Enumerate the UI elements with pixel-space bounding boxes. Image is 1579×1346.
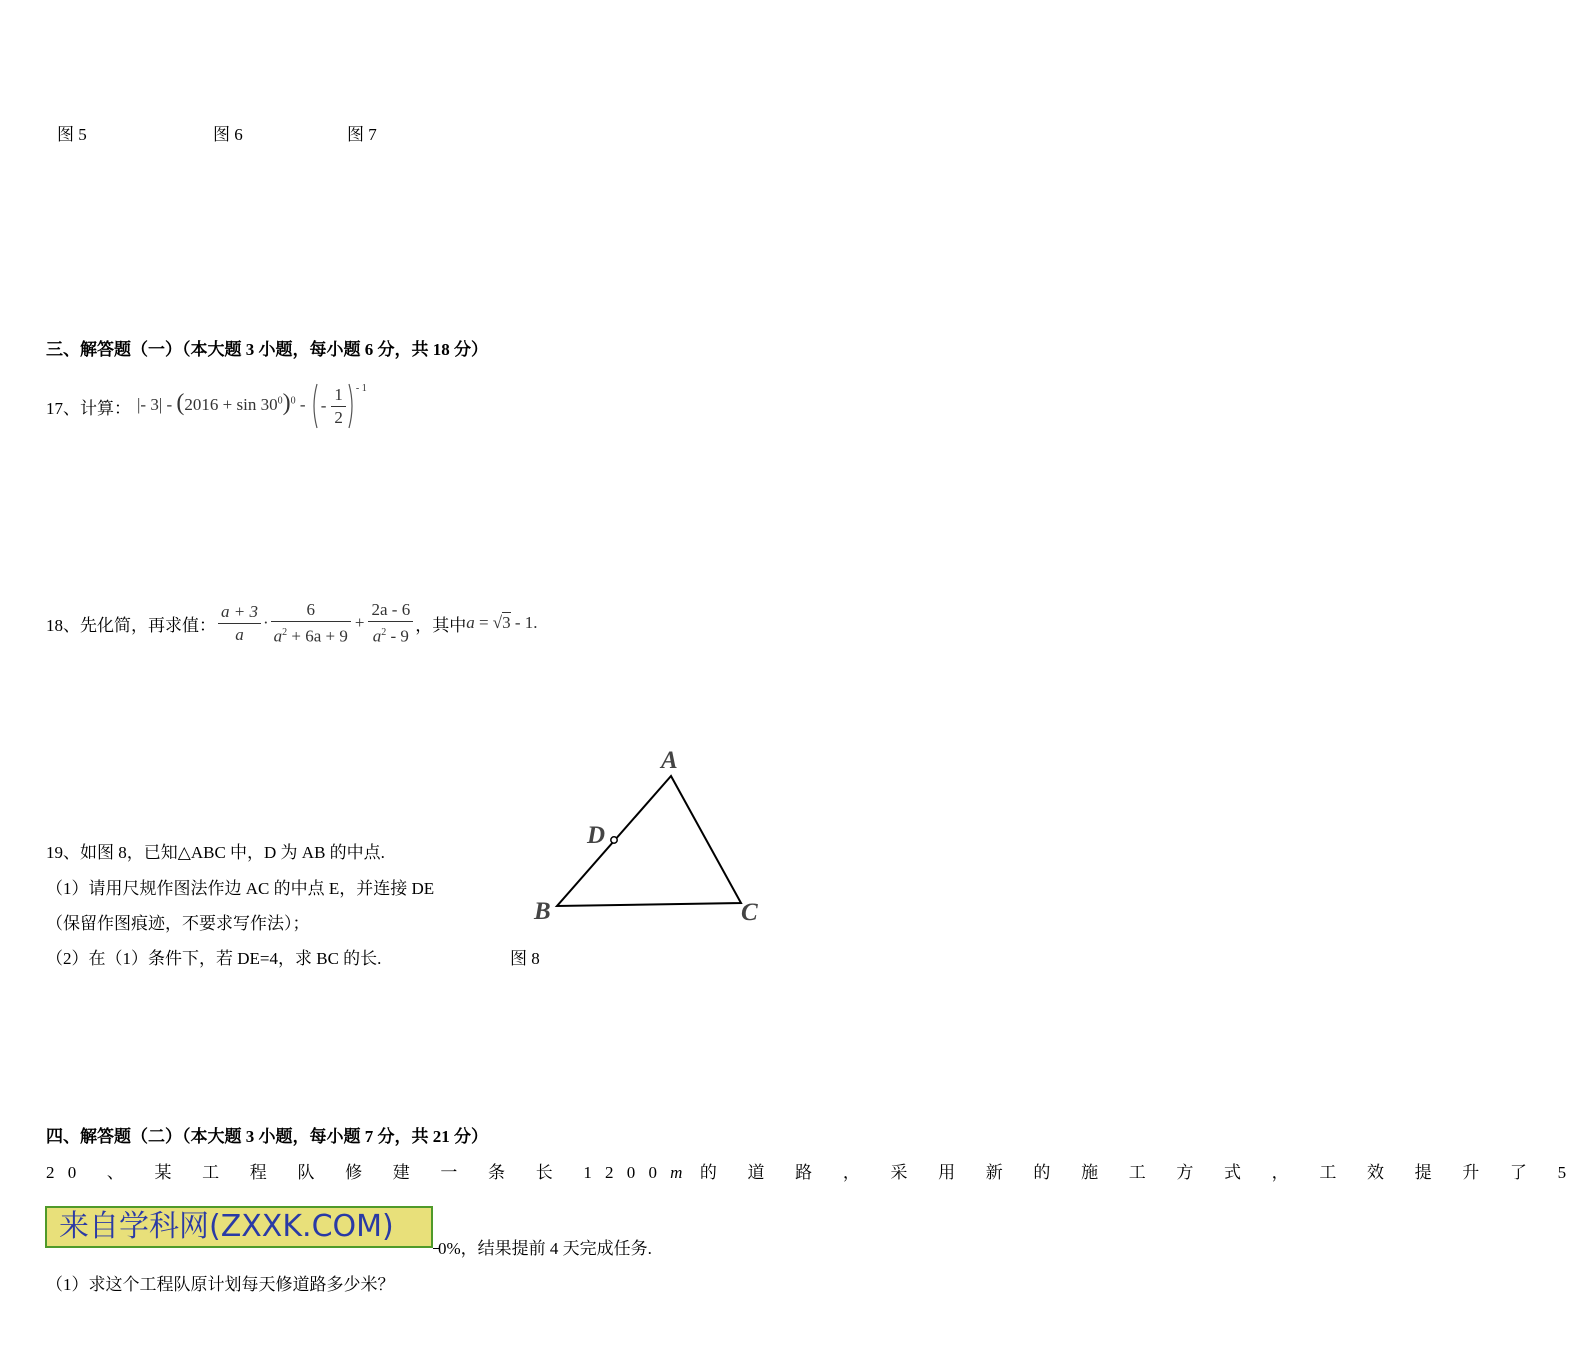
q18-cond-radicand: 3: [502, 613, 511, 632]
figure-8-caption: 图 8: [510, 949, 540, 968]
triangle-abc: [557, 776, 741, 906]
figure-7-label: 图 7: [347, 125, 377, 144]
q18-fraction-3: [368, 599, 413, 648]
q18-fraction-2: [271, 599, 351, 648]
zxxk-logo: 来自学科网(ZXXK.COM): [45, 1206, 433, 1248]
q17-fraction: [331, 384, 346, 429]
q20-sub-1: （1）求这个工程队原计划每天修道路多少米？: [46, 1275, 395, 1294]
q17-abs-term: |- 3|: [137, 394, 163, 414]
q18-f1-den: a: [235, 624, 244, 644]
q17-bracket-term: [310, 383, 367, 429]
vertex-d-label: D: [587, 822, 606, 849]
section-4-heading: 四、解答题（二）（本大题 3 小题，每小题 7 分，共 21 分）: [46, 1127, 488, 1146]
q19-line-2: （1）请用尺规作图法作边 AC 的中点 E，并连接 DE: [46, 879, 435, 898]
vertex-c-label: C: [741, 899, 758, 926]
q19-line-1: 19、如图 8，已知△ABC 中，D 为 AB 的中点.: [46, 843, 385, 862]
question-18: [46, 598, 538, 648]
q17-degree: 0: [277, 395, 283, 407]
q17-expression: [137, 383, 367, 429]
midpoint-d-dot: [611, 837, 617, 843]
q18-f3-square: 2: [381, 626, 387, 638]
q18-f2-den: [271, 622, 351, 648]
q18-cond-eq: =: [474, 613, 493, 632]
figure-5-label: 图 5: [57, 125, 87, 144]
figure-6-label: 图 6: [213, 125, 243, 144]
q19-line-4: （2）在（1）条件下，若 DE=4，求 BC 的长.: [46, 949, 382, 968]
q18-dot: ·: [262, 613, 269, 632]
q18-f2-num: 6: [271, 599, 351, 622]
question-17: [46, 378, 367, 434]
vertex-a-label: A: [661, 747, 678, 774]
q18-fraction-1: [218, 601, 261, 646]
q17-left-bracket: [310, 383, 318, 429]
q18-cond-var: a: [466, 613, 475, 632]
vertex-b-label: B: [534, 898, 551, 925]
q18-f3-num: 2a - 6: [368, 599, 413, 622]
q18-f3-den-rest: - 9: [386, 626, 409, 646]
q20-line-2: 0%，结果提前 4 天完成任务.: [438, 1239, 652, 1258]
q17-minus-2: -: [295, 394, 310, 414]
q17-paren-body: 2016 + sin 30: [184, 394, 278, 414]
q19-line-3: （保留作图痕迹，不要求写作法）；: [46, 914, 310, 933]
q17-paren-open: (: [176, 389, 185, 416]
q20-line-1: [46, 1158, 1579, 1183]
q17-paren-close: ): [282, 389, 291, 416]
q20-line-1-post: 的 道 路 ， 采 用 新 的 施 工 方 式 ， 工 效 提 升 了 5: [682, 1163, 1579, 1182]
q18-f3-den-var: a: [372, 626, 382, 646]
q18-f3-den: [368, 622, 413, 648]
sqrt-icon: √: [492, 613, 503, 632]
q17-exp-neg1: - 1: [355, 383, 367, 394]
q18-f2-den-rest: + 6a + 9: [287, 626, 348, 646]
q17-frac-num: 1: [331, 384, 346, 407]
q18-f2-square: 2: [282, 626, 288, 638]
q17-prefix: 17、计算：: [46, 398, 131, 418]
q18-cond-rest: - 1.: [510, 613, 538, 632]
q17-exp-zero: 0: [290, 395, 296, 407]
section-3-heading: 三、解答题（一）（本大题 3 小题，每小题 6 分，共 18 分）: [46, 340, 488, 359]
q18-plus: +: [354, 613, 365, 632]
q18-where: ，其中: [415, 615, 467, 635]
q17-inner-sign: -: [320, 396, 327, 415]
q17-minus-1: -: [162, 394, 177, 414]
q18-f2-den-var: a: [273, 626, 283, 646]
q20-line-1-pre: 20 、 某 工 程 队 修 建 一 条 长 1200: [46, 1163, 671, 1182]
q18-expression: [216, 599, 415, 648]
q20-unit: m: [670, 1163, 683, 1182]
q17-frac-den: 2: [334, 407, 343, 427]
q18-condition: [466, 613, 537, 633]
q18-f1-num: a + 3: [218, 601, 261, 624]
triangle-figure-8: [520, 740, 800, 940]
q18-prefix: 18、先化简，再求值：: [46, 615, 216, 635]
q17-right-bracket: [348, 383, 356, 429]
